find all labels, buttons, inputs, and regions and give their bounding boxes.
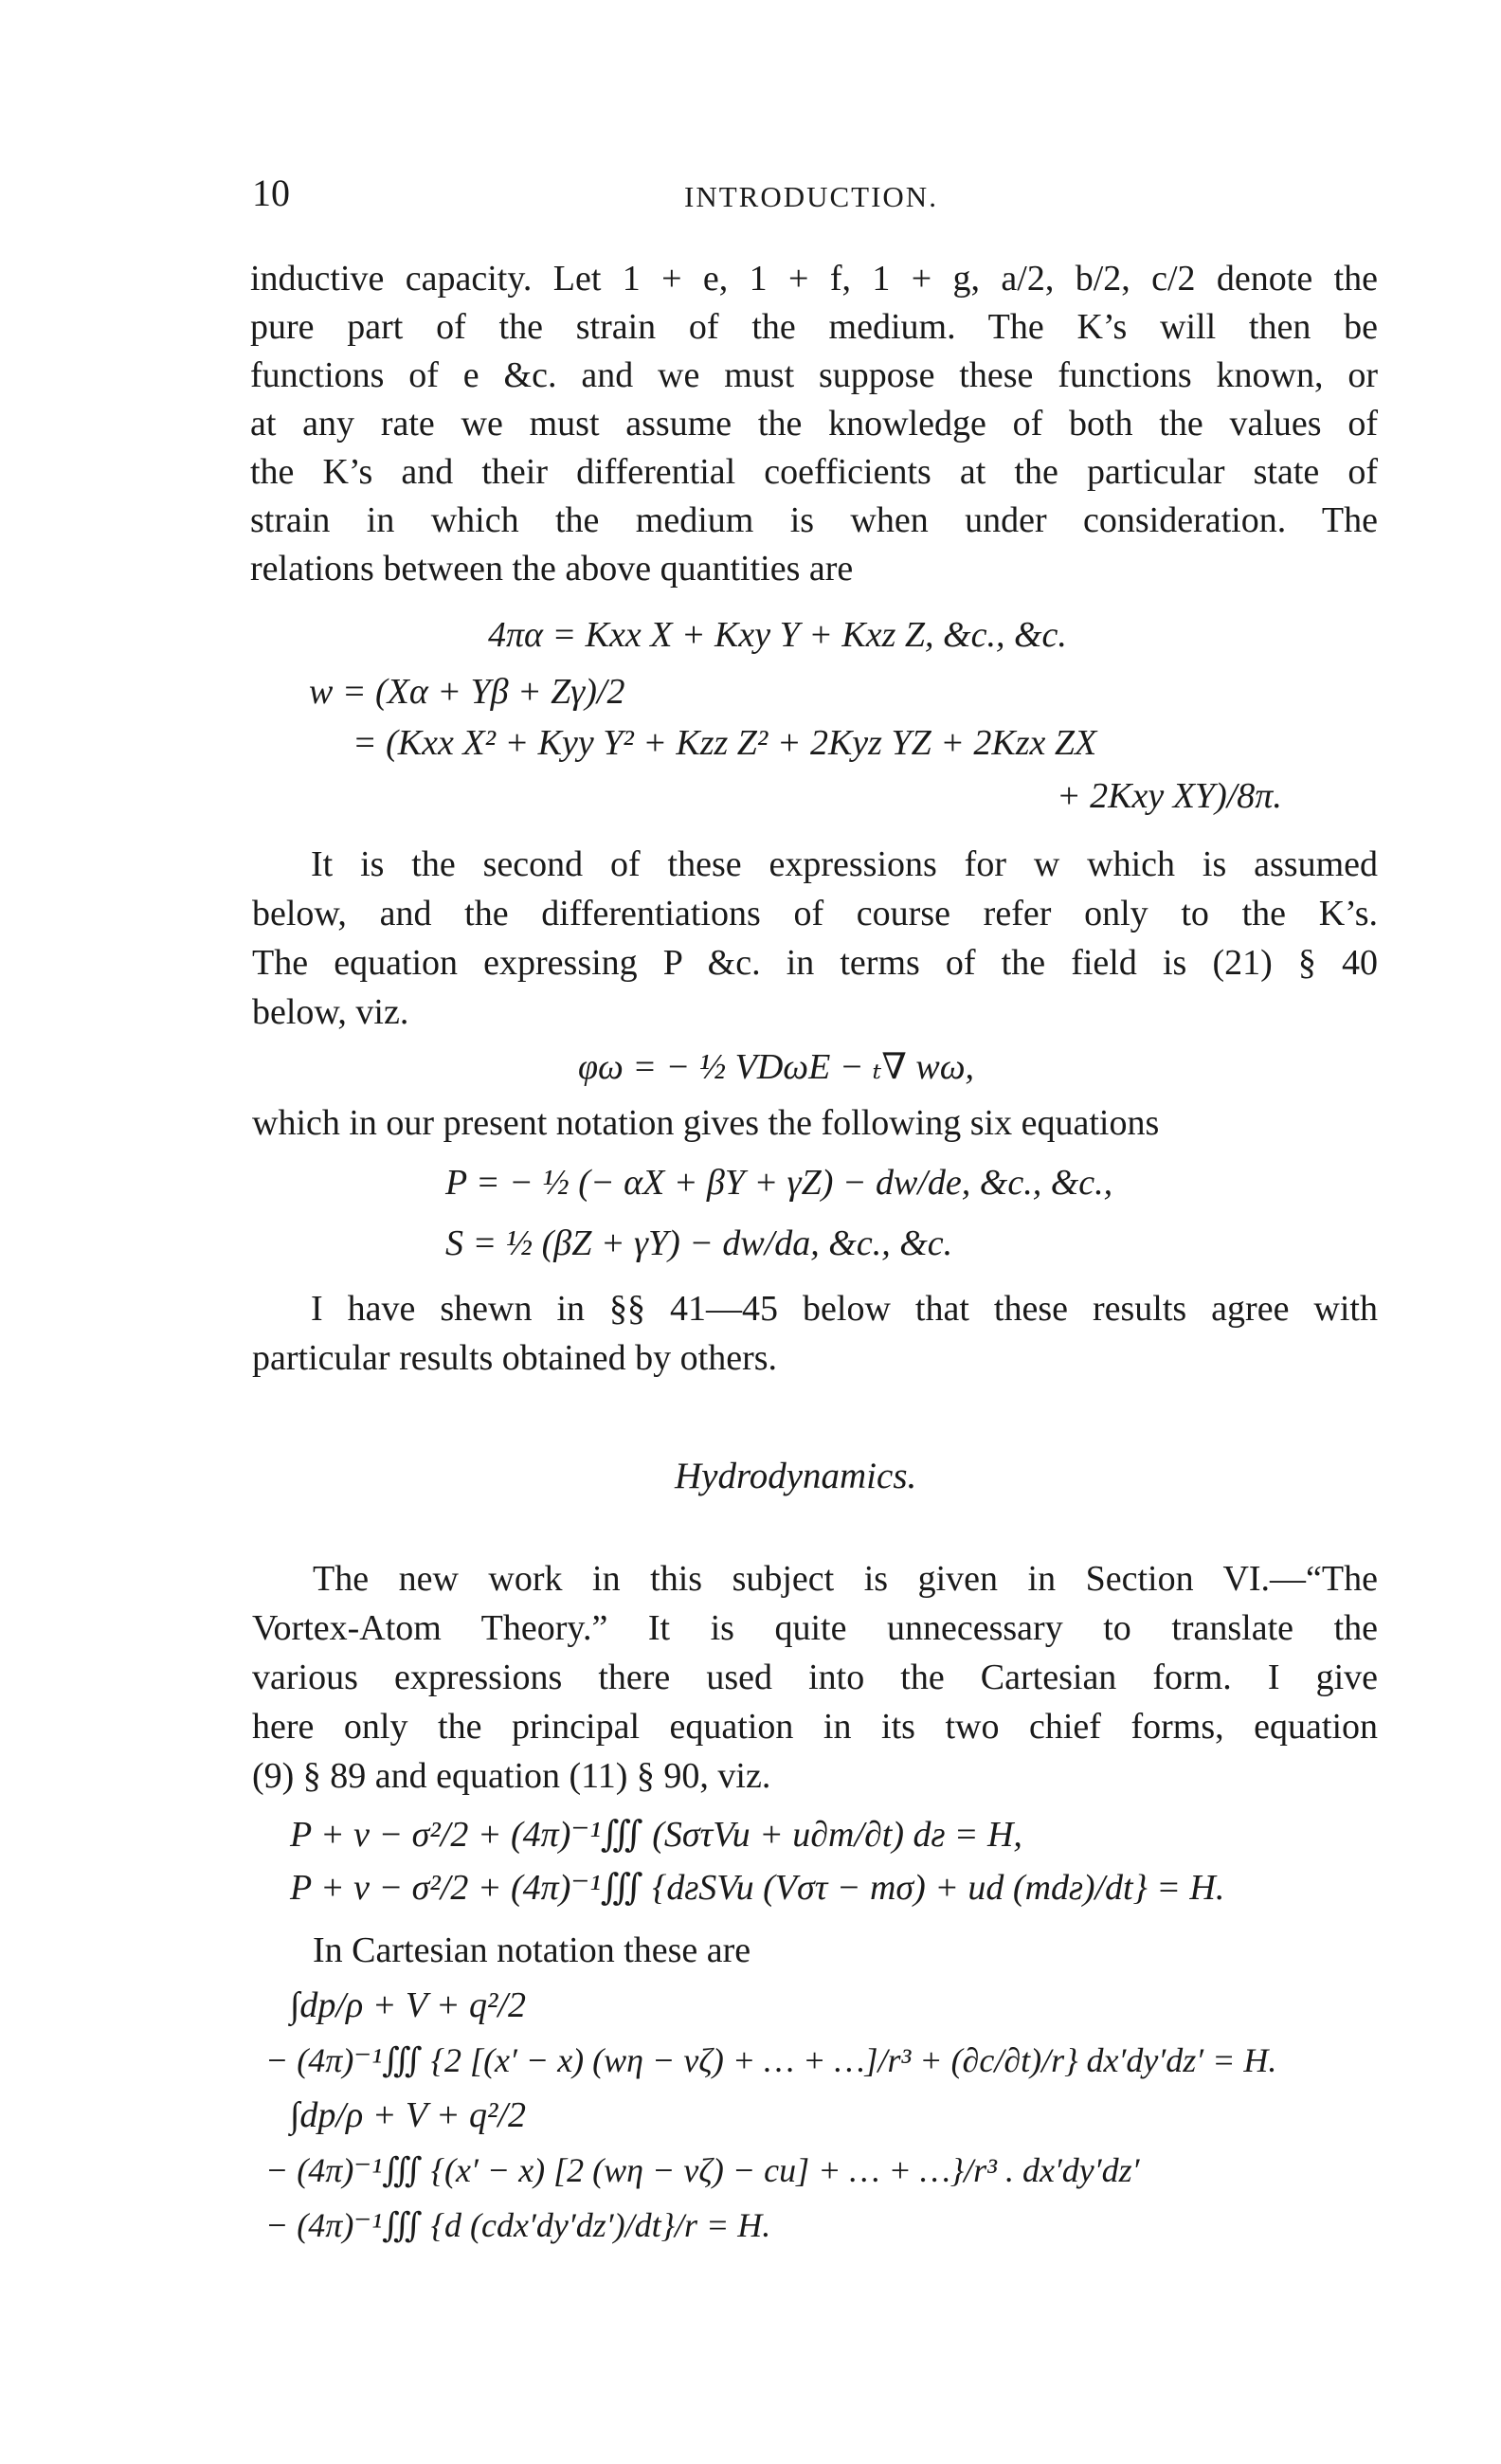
- text-line: (9) § 89 and equation (11) § 90, viz.: [252, 1756, 771, 1796]
- text-line: strain in which the medium is when under consideration. The: [250, 500, 1378, 540]
- equation-line: 4πα = Kxx X + Kxy Y + Kxz Z, &c., &c.: [488, 615, 1067, 655]
- text-line: which in our present notation gives the following six equations: [252, 1103, 1160, 1143]
- equation-line: − (4π)⁻¹∭ {d (cdx′dy′dz′)/dt}/r = H.: [265, 2206, 771, 2244]
- text-line: inductive capacity. Let 1 + e, 1 + f, 1 + g, a/2, b/2, c/2 denote the: [250, 259, 1378, 299]
- text-line: The new work in this subject is given in Section VI.—“The: [313, 1559, 1378, 1599]
- text-line: here only the principal equation in its two chief forms, equation: [252, 1707, 1378, 1747]
- text-line: various expressions there used into the Cartesian form. I give: [252, 1658, 1378, 1697]
- text-line: I have shewn in §§ 41—45 below that these results agree with: [311, 1289, 1378, 1329]
- text-line: The equation expressing P &c. in terms of the field is (21) § 40: [252, 943, 1378, 983]
- text-line: It is the second of these expressions for w which is assumed: [311, 844, 1378, 884]
- text-line: pure part of the strain of the medium. The K’s will then be: [250, 307, 1378, 347]
- equation-line: ∫dp/ρ + V + q²/2: [290, 1985, 526, 2025]
- equation-line: − (4π)⁻¹∭ {(x′ − x) [2 (wη − vζ) − cu] + … + …}/r³ . dx′dy′dz′: [265, 2151, 1140, 2189]
- text-line: Vortex-Atom Theory.” It is quite unnecessary to translate the: [252, 1608, 1378, 1648]
- text-line: below, viz.: [252, 992, 409, 1032]
- equation-line: P + v − σ²/2 + (4π)⁻¹∭ (SστVu + u∂m/∂t) dƨ = H,: [290, 1815, 1022, 1855]
- text-line: at any rate we must assume the knowledge of both the values of: [250, 404, 1378, 444]
- page-number: 10: [252, 172, 290, 214]
- equation-line: P = − ½ (− αX + βY + γZ) − dw/de, &c., &c.,: [445, 1163, 1113, 1203]
- equation-line: ∫dp/ρ + V + q²/2: [290, 2095, 526, 2135]
- equation-line: = (Kxx X² + Kyy Y² + Kzz Z² + 2Kyz YZ + 2Kzx ZX: [353, 723, 1097, 763]
- text-line: the K’s and their differential coefficients at the particular state of: [250, 452, 1378, 492]
- equation-phi-omega: φω = − ½ VDωE − ₜ∇ wω,: [578, 1047, 975, 1087]
- running-head: INTRODUCTION.: [684, 180, 938, 213]
- equation-line: + 2Kxy XY)/8π.: [1057, 776, 1282, 816]
- equation-line: − (4π)⁻¹∭ {2 [(x′ − x) (wη − vζ) + … + …]/r³ + (∂c/∂t)/r} dx′dy′dz′ = H.: [265, 2041, 1277, 2079]
- text-line: particular results obtained by others.: [252, 1338, 778, 1378]
- equation-line: P + v − σ²/2 + (4π)⁻¹∭ {dƨSVu (Vστ − mσ) + ud (mdƨ)/dt} = H.: [290, 1868, 1225, 1908]
- text-line: relations between the above quantities are: [250, 549, 854, 589]
- section-heading: Hydrodynamics.: [675, 1456, 917, 1496]
- text-line: In Cartesian notation these are: [313, 1930, 751, 1970]
- equation-line: w = (Xα + Yβ + Zγ)/2: [309, 672, 625, 712]
- text-line: functions of e &c. and we must suppose these functions known, or: [250, 355, 1378, 395]
- text-line: below, and the differentiations of course refer only to the K’s.: [252, 894, 1378, 933]
- equation-line: S = ½ (βZ + γY) − dw/da, &c., &c.: [445, 1223, 953, 1263]
